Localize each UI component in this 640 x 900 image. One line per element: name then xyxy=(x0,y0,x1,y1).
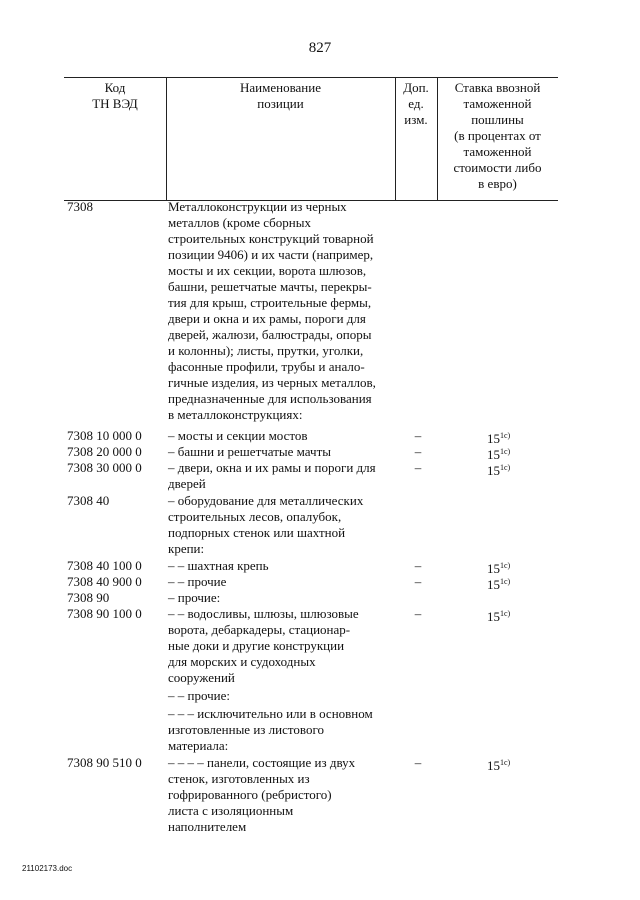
row-unit: – xyxy=(414,574,422,589)
row-rate: $15^{1с)}$ xyxy=(487,609,511,624)
header-code: Код ТН ВЭД xyxy=(92,80,138,111)
row-name: – оборудование для металлических строительных лесов, опалубок, подпорных стенок или шахтной крепи: xyxy=(168,493,364,556)
row-code: 7308 40 900 0 xyxy=(67,574,142,589)
document-filename: 21102173.doc xyxy=(22,864,73,873)
rate-footnote: 1с) xyxy=(500,561,511,570)
row-rate: $15^{1с)}$ xyxy=(487,561,511,576)
row-rate: $15^{1с)}$ xyxy=(487,431,511,446)
row-code: 7308 30 000 0 xyxy=(67,460,142,475)
row-rate: $15^{1с)}$ xyxy=(487,758,511,773)
row-code: 7308 40 xyxy=(67,493,110,508)
row-name: – – прочие xyxy=(168,574,227,589)
row-code: 7308 40 100 0 xyxy=(67,558,142,573)
rate-footnote: 1с) xyxy=(500,577,511,586)
row-name: – двери, окна и их рамы и пороги для дверей xyxy=(168,460,376,491)
row-rate: $15^{1с)}$ xyxy=(487,577,511,592)
row-name: – прочие: xyxy=(168,590,221,605)
row-name: – – прочие: xyxy=(168,688,230,703)
rate-footnote: 1с) xyxy=(500,431,511,440)
page-number: 827 xyxy=(308,40,332,56)
row-code: 7308 90 100 0 xyxy=(67,606,142,621)
row-code: 7308 10 000 0 xyxy=(67,428,142,443)
table-top-rule xyxy=(64,77,558,78)
row-code: 7308 90 xyxy=(67,590,110,605)
row-code: 7308 90 510 0 xyxy=(67,755,142,770)
header-rate: Ставка ввозной таможенной пошлины (в процентах от таможенной стоимости либо в евро) xyxy=(453,80,542,191)
row-name: – – шахтная крепь xyxy=(168,558,269,573)
row-name: Металлоконструкции из черных металлов (кроме сборных строительных конструкций товарной позиции 9406) и их части (например, мосты и их секции, ворота шлюзов, башни, решетчатые мачты, перекры- тия для крыш, строительные фермы, двери и окна и их рамы, пороги для дверей, жалюзи, балюстрады, опоры и колонны); листы, прутки, уголки, фасонные профили, трубы и анало- гичные изделия, из черных металлов, предназначенные для использования в металлоконструкциях: xyxy=(168,199,376,422)
row-name: – башни и решетчатые мачты xyxy=(168,444,331,459)
row-rate: $15^{1с)}$ xyxy=(487,463,511,478)
rate-footnote: 1с) xyxy=(500,758,511,767)
row-name: – – – исключительно или в основном изготовленные из листового материала: xyxy=(168,706,373,753)
row-name: – – – – панели, состоящие из двух стенок, изготовленных из гофрированного (ребристого) листа с изоляционным наполнителем xyxy=(168,755,356,834)
row-unit: – xyxy=(414,558,422,573)
row-unit: – xyxy=(414,755,422,770)
row-code: 7308 xyxy=(67,199,93,214)
row-unit: – xyxy=(414,428,422,443)
row-name: – мосты и секции мостов xyxy=(168,428,308,443)
row-name: – – водосливы, шлюзы, шлюзовые ворота, дебаркадеры, стационар- ные доки и другие конструкции для морских и судоходных сооружений xyxy=(168,606,359,685)
row-rate: $15^{1с)}$ xyxy=(487,447,511,462)
row-unit: – xyxy=(414,444,422,459)
rate-footnote: 1с) xyxy=(500,609,511,618)
row-unit: – xyxy=(414,606,422,621)
row-code: 7308 20 000 0 xyxy=(67,444,142,459)
rate-footnote: 1с) xyxy=(500,463,511,472)
header-unit: Доп. ед. изм. xyxy=(403,80,429,127)
rate-footnote: 1с) xyxy=(500,447,511,456)
row-unit: – xyxy=(414,460,422,475)
header-name: Наименование позиции xyxy=(240,80,321,111)
